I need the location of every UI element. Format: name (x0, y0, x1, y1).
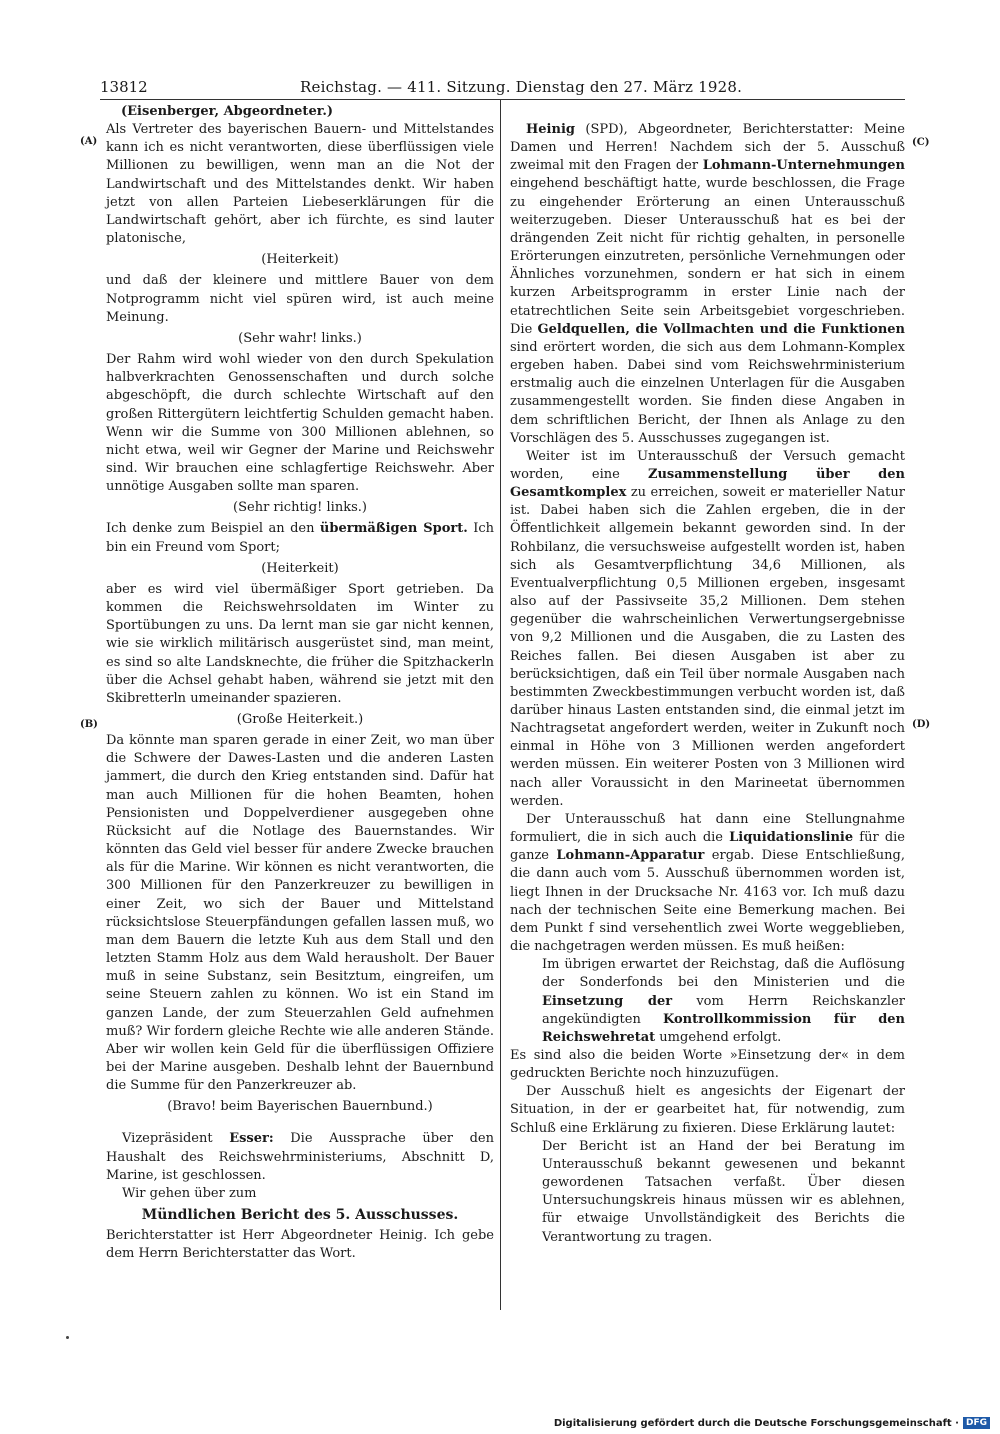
paragraph: Heinig (SPD), Abgeordneter, Berichterstatter: Meine Damen und Herren! Nachdem sich der 5. Ausschuß zweimal mit den Fragen der Lohmann-Unternehmungen eingehend beschäftigt hatte, wurde beschlossen, die Frage zu eingehender Erörterung an einen Unterausschuß weiterzugeben. Dieser Unterausschuß hat es bei der drängenden Zeit nicht für richtig gehalten, in personelle Erörterungen einzutreten, persönliche Vernehmungen oder Ähnliches vorzunehmen, sondern er hat sich in einem kurzen Arbeitsprogramm in erster Linie nach der etatrechtlichen Seite sein Arbeitsgebiet vorgeschrieben. Die Geldquellen, die Vollmachten und die Funktionen sind erörtert worden, die sich aus dem Lohmann-Komplex ergeben haben. Dabei sind vom Reichswehrministerium erstmalig auch die einzelnen Unterlagen für die Ausgaben zusammengestellt worden. Sie finden diese Angaben in dem schriftlichen Bericht, der Ihnen als Anlage zu den Vorschlägen des 5. Ausschusses zugegangen ist. (510, 122, 905, 446)
left-column (106, 103, 494, 1264)
paragraph: und daß der kleinere und mittlere Bauer von dem Notprogramm nicht viel spüren wird, ist auch meine Meinung. (106, 273, 494, 325)
page-number: 13812 (100, 78, 148, 96)
page-speck (66, 1336, 69, 1339)
paragraph: Berichterstatter ist Herr Abgeordneter Heinig. Ich gebe dem Herrn Berichterstatter das Wort. (106, 1228, 494, 1262)
paragraph: Vizepräsident Esser: Die Aussprache über den Haushalt des Reichswehrministeriums, Abschnitt D, Marine, ist geschlossen. (106, 1131, 494, 1183)
paragraph: Der Unterausschuß hat dann eine Stellungnahme formuliert, die in sich auch die Liquidationslinie für die ganze Lohmann-Apparatur ergab. Diese Entschließung, die dann auch vom 5. Ausschuß übernommen worden ist, liegt Ihnen in der Drucksache Nr. 4163 vor. Ich muß dazu nach der technischen Seite eine Bemerkung machen. Bei dem Punkt f sind versehentlich zwei Worte weggeblieben, die nachgetragen werden müssen. Es muß heißen: (510, 811, 905, 955)
quotation: Der Bericht ist an Hand der bei Beratung im Unterausschuß bekannt gewesenen und bekannt gewordenen Tatsachen verfaßt. Über diesen Untersuchungskreis hinaus müssen wir es ablehnen, für etwaige Unvollständigkeit des Berichts die Verantwortung zu tragen. (542, 1138, 905, 1245)
paragraph: Der Rahm wird wohl wieder von den durch Spekulation halbverkrachten Genossenschaften und durch solche abgeschöpft, die durch schlechte Wirtschaft auf den großen Rittergütern leichtfertig Schulden gemacht haben. Wenn wir die Summe von 300 Millionen ablehnen, so nicht etwa, weil wir Gegner der Marine und Reichswehr sind. Wir brauchen eine schlagfertige Reichswehr. Aber unnötige Ausgaben sollte man sparen. (106, 352, 494, 495)
footer-credit (554, 1417, 990, 1429)
header-rule (100, 99, 905, 100)
margin-mark-d: (D) (912, 719, 931, 730)
interjection: (Bravo! beim Bayerischen Bauernbund.) (167, 1099, 433, 1115)
paragraph: Es sind also die beiden Worte »Einsetzung der« in dem gedruckten Berichte noch hinzuzufügen. (510, 1047, 905, 1082)
paragraph: aber es wird viel übermäßiger Sport getrieben. Da kommen die Reichswehrsoldaten im Winter zu Sportübungen zu uns. Da lernt man sie gar nicht kennen, wie sie wirklich militärisch ausgerüstet sind, man meint, es sind so alte Landsknechte, die früher die Spitzhackerln über die Achsel gehabt haben, während sie jetzt mit den Skibretterln umeinander spazieren. (106, 581, 494, 706)
paragraph: Wir gehen über zum (122, 1185, 257, 1201)
interjection: (Große Heiterkeit.) (236, 712, 364, 727)
right-column (510, 121, 905, 1247)
funding-credit: Digitalisierung gefördert durch die Deutsche Forschungsgemeinschaft · (553, 1417, 959, 1429)
margin-mark-c: (C) (912, 137, 930, 148)
interjection: (Sehr wahr! links.) (238, 330, 362, 346)
column-divider (500, 100, 501, 1310)
interjection: (Sehr richtig! links.) (233, 500, 367, 516)
running-header (100, 76, 900, 98)
paragraph: Da könnte man sparen gerade in einer Zeit, wo man über die Schwere der Dawes-Lasten und die anderen Lasten jammert, die durch den Krieg entstanden sind. Dafür hat man auch Millionen für die hohen Beamten, hohen Pensionisten und Doppelverdiener ausgegeben ohne Rücksicht auf die Notlage des Bauernstandes. Wir könnten das Geld viel besser für andere Zwecke brauchen als für die Marine. Wir können es nicht verantworten, die 300 Millionen für den Panzerkreuzer zu bewilligen in einer Zeit, wo sich der Bauer und Mittelstand rücksichtslose Steuerpfändungen gefallen lassen muß, wo man dem Bauern die letzte Kuh aus dem Stall und den letzten Stamm Holz aus dem Wald herausholt. Der Bauer muß in seine Substanz, sein Besitztum, eingreifen, um seine Steuern zahlen zu können. Wo ist ein Stand im ganzen Lande, der zum Steuerzahlen Geld aufnehmen muß? Wir fordern gleiche Rechte wie alle anderen Stände. Aber wir wollen kein Geld für die überflüssigen Offiziere bei der Marine ausgeben. Deshalb lehnt der Bauernbund die Summe für den Panzerkreuzer ab. (106, 733, 494, 1094)
paragraph: Der Ausschuß hielt es angesichts der Eigenart der Situation, in der er gearbeitet hat, für notwendig, zum Schluß eine Erklärung zu fixieren. Diese Erklärung lautet: (510, 1084, 905, 1136)
paragraph: Weiter ist im Unterausschuß der Versuch gemacht worden, eine Zusammenstellung über den Gesamtkomplex zu erreichen, soweit er materieller Natur ist. Dabei haben sich die Zahlen ergeben, die in der Öffentlichkeit allgemein bekannt geworden sind. In der Rohbilanz, die versuchsweise aufgestellt worden ist, haben sich als Gesamtverpflichtung 34,6 Millionen, als Eventualverpflichtung 0,5 Millionen ergeben, insgesamt also auf der Passivseite 35,2 Millionen. Dem stehen gegenüber die wahrscheinlichen Verwertungsergebnisse von 9,2 Millionen und die Ausgaben, die zu Lasten des Reiches fallen. Bei diesen Ausgaben ist aber zu berücksichtigen, daß ein Teil über normale Ausgaben nach bestimmten Zweckbestimmungen verbucht worden ist, daß darüber hinaus Lasten entstanden sind, die einmal jetzt im Nachtragsetat angefordert werden, weiter in Zukunft noch einmal in Höhe von 3 Millionen werden angefordert werden müssen. Ein weiterer Posten von 3 Millionen wird nach aller Voraussicht in den Marineetat übernommen werden. (510, 448, 905, 809)
paragraph: Ich denke zum Beispiel an den übermäßigen Sport. Ich bin ein Freund vom Sport; (106, 521, 494, 555)
interjection: (Heiterkeit) (261, 560, 339, 576)
speaker-note: (Eisenberger, Abgeordneter.) (121, 104, 334, 119)
dfg-logo: DFG (963, 1417, 990, 1429)
paragraph: Als Vertreter des bayerischen Bauern- und Mittelstandes kann ich es nicht verantworten, diese überflüssigen viele Millionen zu bewilligen, wenn man an die Not der Landwirtschaft und des Mittelstandes denkt. Wir haben jetzt von allen Parteien Liebeserklärungen für die Landwirtschaft gehört, aber ich fürchte, es sind lauter platonische, (106, 122, 494, 247)
running-title: Reichstag. — 411. Sitzung. Dienstag den 27. März 1928. (300, 78, 743, 96)
interjection: (Heiterkeit) (261, 252, 339, 268)
section-heading: Mündlichen Bericht des 5. Ausschusses. (141, 1207, 459, 1224)
quotation: Im übrigen erwartet der Reichstag, daß die Auflösung der Sonderfonds bei den Ministerien und die Einsetzung der vom Herrn Reichskanzler angekündigten Kontrollkommission für den Reichswehretat umgehend erfolgt. (542, 957, 906, 1045)
margin-mark-a: (A) (80, 136, 98, 147)
margin-mark-b: (B) (80, 719, 98, 730)
